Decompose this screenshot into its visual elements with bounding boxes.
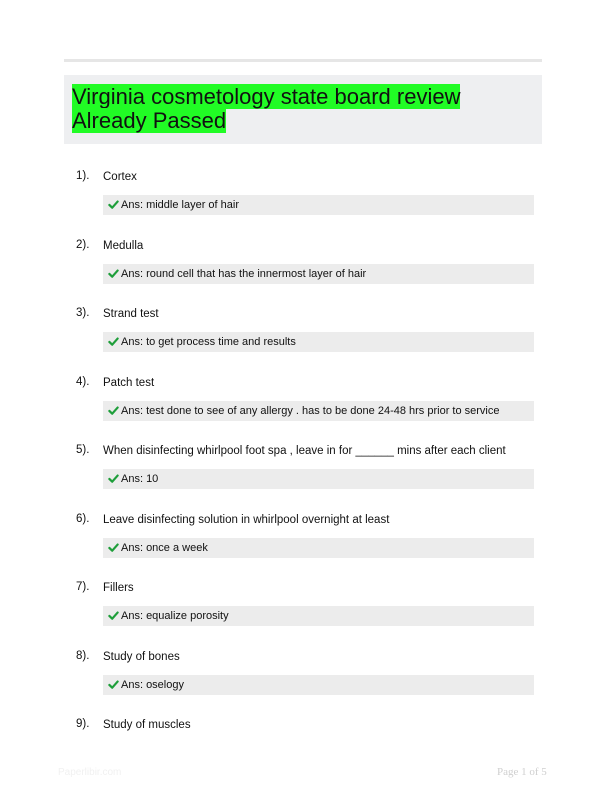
question-number: 4). bbox=[76, 376, 90, 388]
answer-text: Ans: test done to see of any allergy . has to be done 24-48 hrs prior to service bbox=[121, 405, 500, 417]
title-banner bbox=[64, 75, 542, 144]
check-icon bbox=[108, 268, 119, 279]
check-icon bbox=[108, 199, 119, 210]
answer-box bbox=[103, 675, 534, 695]
answer-text: Ans: 10 bbox=[121, 473, 159, 485]
check-icon bbox=[108, 610, 119, 621]
answer-box bbox=[103, 606, 534, 626]
answer-text: Ans: oselogy bbox=[121, 679, 184, 691]
qa-item bbox=[0, 580, 606, 648]
question-text: Strand test bbox=[103, 308, 159, 320]
answer-box bbox=[103, 538, 534, 558]
answer-text: Ans: equalize porosity bbox=[121, 610, 229, 622]
question-text: Medulla bbox=[103, 240, 144, 252]
qa-item bbox=[0, 169, 606, 237]
question-text: Fillers bbox=[103, 582, 134, 594]
question-number: 2). bbox=[76, 239, 90, 251]
check-icon bbox=[108, 336, 119, 347]
footer-watermark: Paperlibir.com bbox=[58, 767, 122, 778]
question-text: Leave disinfecting solution in whirlpool overnight at least bbox=[103, 514, 390, 526]
document-title bbox=[72, 85, 534, 133]
qa-item bbox=[0, 238, 606, 306]
question-number: 1). bbox=[76, 170, 90, 182]
question-number: 8). bbox=[76, 650, 90, 662]
answer-box bbox=[103, 401, 534, 421]
check-icon bbox=[108, 542, 119, 553]
question-number: 6). bbox=[76, 513, 90, 525]
qa-item bbox=[0, 649, 606, 717]
answer-text: Ans: middle layer of hair bbox=[121, 199, 239, 211]
page-indicator: Page 1 of 5 bbox=[497, 766, 547, 778]
answer-text: Ans: to get process time and results bbox=[121, 336, 296, 348]
check-icon bbox=[108, 679, 119, 690]
answer-box bbox=[103, 195, 534, 215]
title-highlight: Virginia cosmetology state board review Already Passed bbox=[72, 84, 461, 133]
answer-text: Ans: once a week bbox=[121, 542, 208, 554]
qa-item bbox=[0, 306, 606, 374]
question-number: 7). bbox=[76, 581, 90, 593]
question-number: 5). bbox=[76, 444, 90, 456]
question-number: 3). bbox=[76, 307, 90, 319]
qa-item bbox=[0, 375, 606, 443]
answer-box bbox=[103, 332, 534, 352]
question-text: Patch test bbox=[103, 377, 155, 389]
check-icon bbox=[108, 473, 119, 484]
qa-item bbox=[0, 443, 606, 511]
question-text: Cortex bbox=[103, 171, 137, 183]
check-icon bbox=[108, 405, 119, 416]
top-divider bbox=[64, 59, 542, 62]
answer-text: Ans: round cell that has the innermost layer of hair bbox=[121, 268, 367, 280]
qa-item bbox=[0, 512, 606, 580]
question-text: Study of muscles bbox=[103, 719, 191, 731]
question-text: When disinfecting whirlpool foot spa , leave in for ______ mins after each client bbox=[103, 445, 506, 457]
answer-box bbox=[103, 469, 534, 489]
question-number: 9). bbox=[76, 718, 90, 730]
question-text: Study of bones bbox=[103, 651, 180, 663]
answer-box bbox=[103, 264, 534, 284]
